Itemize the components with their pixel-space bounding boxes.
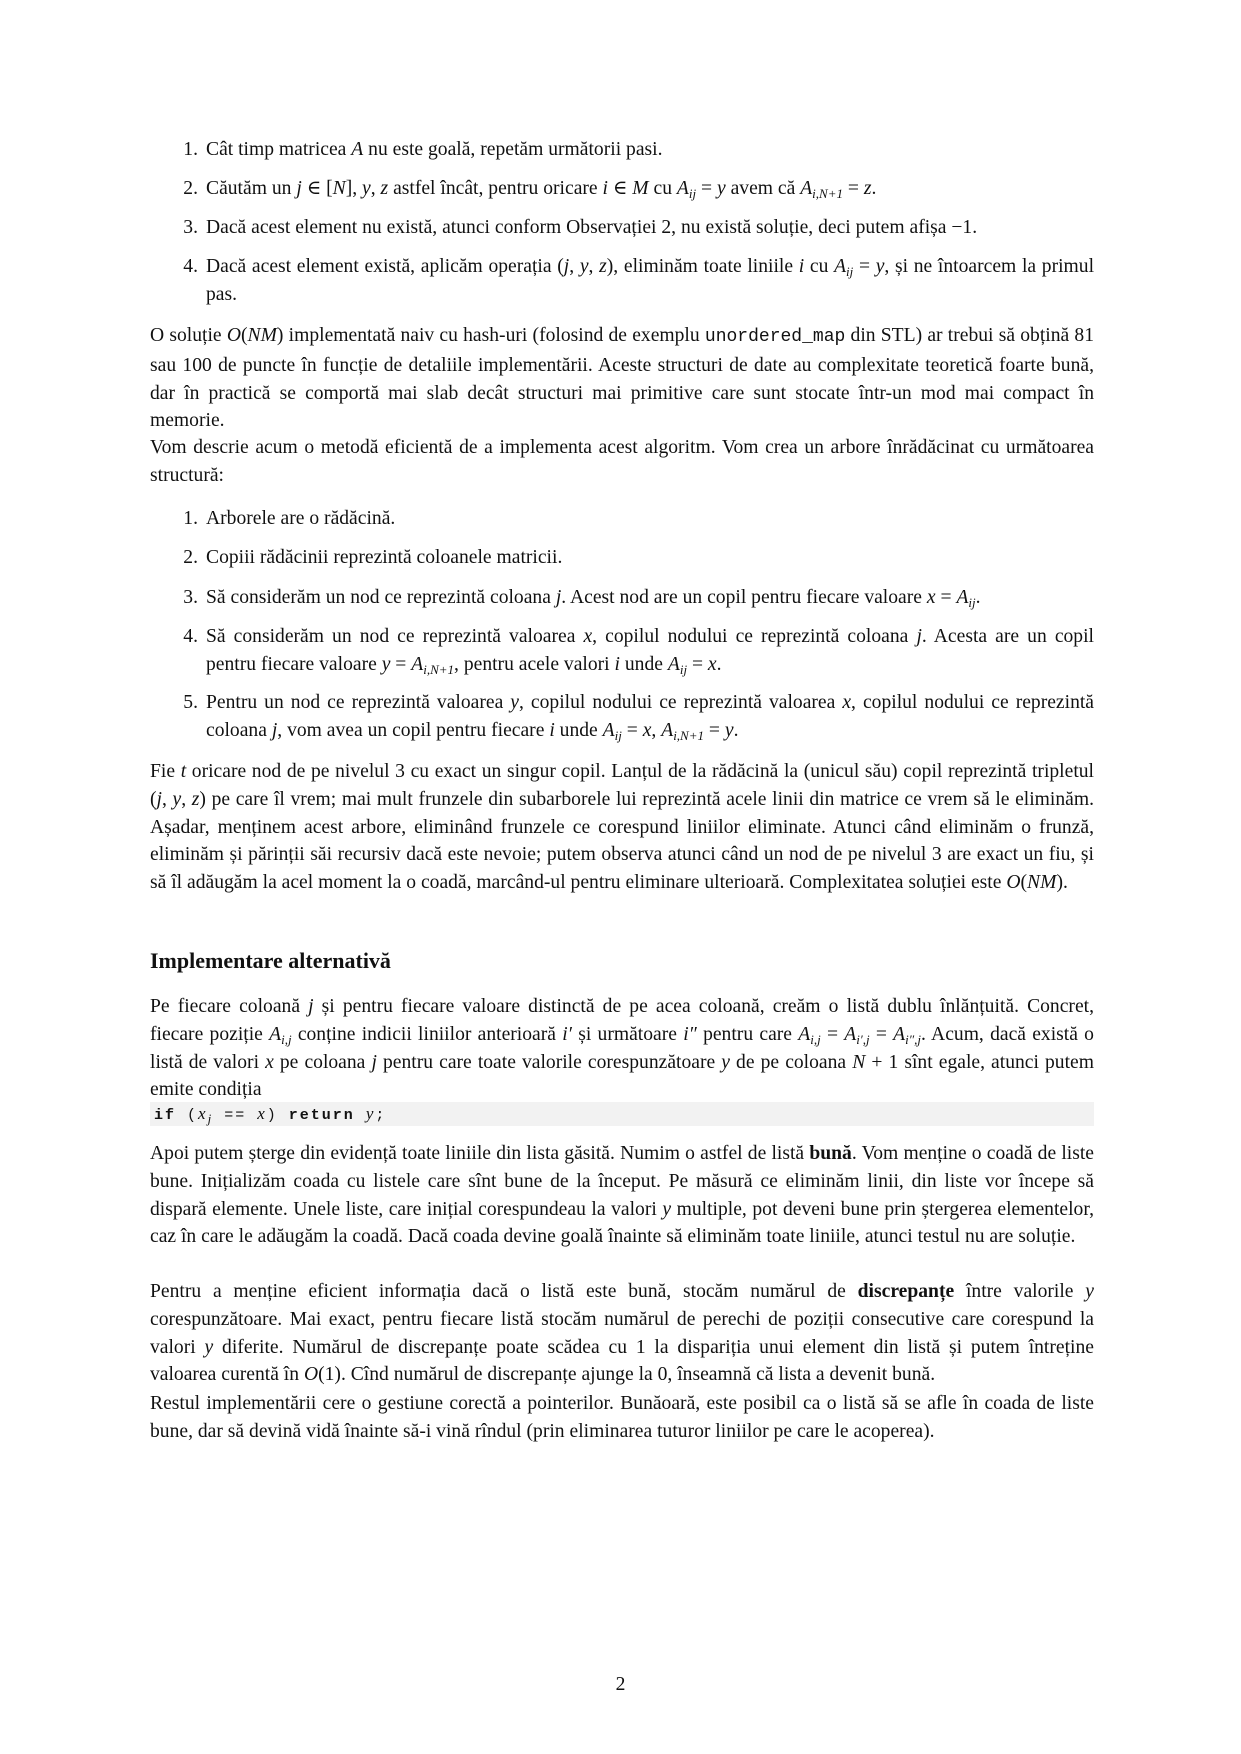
paragraph-discrepancies: Pentru a menține eficient informația dacă o listă este bună, stocăm numărul de discrepanțe între valorile y corespunzătoare. Mai exact, pentru fiecare listă stocăm numărul de perechi de poziții consecutive care corespund la valori y diferite. Numărul de discrepanțe poate scădea cu 1 la dispariția unui element din listă și putem întreține valoarea curentă în O(1). Cînd numărul de discrepanțe ajunge la 0, înseamnă că lista a devenit bună.	[150, 1281, 1094, 1386]
page-number: 2	[615, 1674, 626, 1695]
section-heading: Implementare alternativă	[150, 948, 391, 973]
paragraph-pointers: Restul implementării cere o gestiune corectă a pointerilor. Bunăoară, este posibil ca o listă să se afle în coada de liste bune, dar să devină vidă înainte să-i vină rîndul (prin eliminarea tuturor liniilor pe care le acoperea).	[150, 1393, 1094, 1442]
paragraph-naive-solution: O soluție O(NM) implementată naiv cu hash-uri (folosind de exemplu unordered_map din STL) ar trebui să obțină 81 sau 100 de puncte în funcție de detaliile implementării. Aceste structuri de date au complexitate teoretică foarte bună, dar în practică se comportă mai slab decât structuri mai primitive care sunt stocate într-un mod mai compact în memorie.	[150, 325, 1094, 432]
paragraph-good-lists: Apoi putem șterge din evidență toate liniile din lista găsită. Numim o astfel de listă bună. Vom menține o coadă de liste bune. Inițializăm coada cu listele care sînt bune de la început. Pe măsură ce eliminăm linii, din liste vor începe să dispară elemente. Unele liste, care inițial corespundeau la valori y multiple, pot deveni bune prin ștergerea elementelor, caz în care le adăugăm la coadă. Dacă coada devine goală înainte să eliminăm toate liniile, atunci testul nu are soluție.	[150, 1143, 1094, 1248]
paragraph-tree-maintenance: Fie t oricare nod de pe nivelul 3 cu exact un singur copil. Lanțul de la rădăcină la (unicul său) copil reprezintă tripletul (j, y, z) pe care îl vrem; mai mult frunzele din subarborele lui reprezintă acele linii din matrice ce vrem să le eliminăm. Așadar, menținem acest arbore, eliminând frunzele ce corespund liniilor eliminate. Atunci când eliminăm o frunză, eliminăm și părinții săi recursiv dacă este nevoie; putem observa atunci când un nod de pe nivelul 3 are exact un fiu, și să îl adăugăm la acel moment la o coadă, marcând-ul pentru eliminare ulterioară. Complexitatea soluției este O(NM).	[150, 761, 1095, 894]
paragraph-efficient-method: Vom descrie acum o metodă eficientă de a implementa acest algoritm. Vom crea un arbore înrădăcinat cu următoarea structură:	[150, 437, 1094, 486]
paragraph-linked-lists: Pe fiecare coloană j și pentru fiecare valoare distinctă de pe acea coloană, creăm o listă dublu înlănțuită. Concret, fiecare poziție $A_{i,j}$ conține indicii liniilor anterioară i′ și următoare i″ pentru care $A_{i,j} = A_{i',j} = A_{i'',j}$. Acum, dacă există o listă de valori x pe coloana j pentru care toate valorile corespunzătoare y de pe coloana N + 1 sînt egale, atunci putem emite condiția	[150, 996, 1094, 1101]
code-snippet: if $(x_j == x)$ return y;	[150, 1102, 1094, 1126]
